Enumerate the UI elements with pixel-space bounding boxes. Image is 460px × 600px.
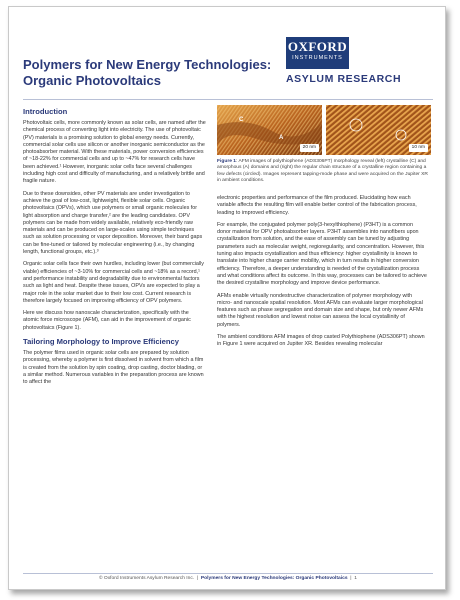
page-title: Polymers for New Energy Technologies: Organic Photovoltaics <box>23 57 272 88</box>
afm-image-crystalline-amorphous <box>217 105 322 155</box>
footer-page-number: 1 <box>354 576 358 581</box>
section-heading-morphology: Tailoring Morphology to Improve Efficiency <box>23 337 179 347</box>
figure-caption-label: Figure 1 <box>217 159 237 164</box>
asylum-research-label: ASYLUM RESEARCH <box>286 73 402 85</box>
paragraph: Organic solar cells face their own hurdles, including lower (but commercially viable) efficiencies of ~3-10% for commercial cells and ~18% as a record,¹ and performance instability and degradability due to environmental factors such as light and heat. Despite these issues, OPVs are expected to play a major role in the solar market due to their low cost. Current research is therefore largely focused on improving efficiency of OPV polymers. <box>23 261 204 304</box>
afm-image-chain-structure <box>326 105 431 155</box>
paragraph: Here we discuss how nanoscale characterization, specifically with the atomic force microscope (AFM), can aid in the improvement of organic photovoltaics (Figure 1). <box>23 310 191 331</box>
paragraph: electronic properties and performance of the film produced. Elucidating how each variable affects the resulting film will enable better control of the fabrication process, leading to improved efficiency. <box>217 195 417 216</box>
scale-bar-left: 20 nm <box>300 144 319 152</box>
paragraph: Due to these downsides, other PV materials are under investigation to achieve the goal of low-cost, lightweight, flexible solar cells. Organic photovoltaics (OPVs), which use polymers or small organic molecules for light absorption and charge transfer,² are the leading candidates. OPV polymers can be made from widely available, relatively eco-friendly raw materials and can be produced on large-scales using simple techniques such as solution processing or vapor deposition. Moreover, their band gaps can be fine-tuned or tailored by molecular engineering (i.e., by changing length, functional groups, etc.).³ <box>23 190 203 256</box>
document-page <box>8 6 446 590</box>
section-heading-introduction: Introduction <box>23 107 68 116</box>
svg-text:A: A <box>279 135 284 141</box>
paragraph: AFMs enable virtually nondestructive characterization of polymer morphology with micro- and nanoscale spatial resolution. Most AFMs can evaluate larger morphological features such as phase segregation and domain size and shape, but only newer AFMs with the highest resolution and lowest noise can assess the local crystallinity of polymers. <box>217 292 424 328</box>
page-footer: © Oxford Instruments Asylum Research Inc. | Polymers for New Energy Technologies: Organic Photovoltaics | 1 <box>98 576 358 581</box>
page-curl <box>428 6 446 24</box>
figure-caption-text: : AFM images of polythiophene (ADS306PT) morphology reveal (left) crystalline (C) and amorphous (A) domains and (right) the regular chain structure of a crystalline region containing a few defects (circled). Images represent tapping-mode phase and were acquired on the Jupiter XR in ambient conditions. <box>217 159 428 184</box>
header-divider <box>23 99 433 100</box>
afm-figure <box>217 105 431 155</box>
scale-bar-right: 10 nm <box>409 144 428 152</box>
paragraph: The ambient conditions AFM images of drop casted Polythiophene (ADS306PT) shown in Figure 1 were acquired on Jupiter XR. Besides revealing molecular <box>217 334 425 348</box>
left-column <box>23 105 206 392</box>
paragraph: The polymer films used in organic solar cells are prepared by solution processing, whereby a polymer is first dissolved in solvent from which a film is created from the solution by spin coating, drop casting, doctor blading, or a similar method. Numerous variables in the preparation process are known to affect the <box>23 350 204 386</box>
logo-line1: OXFORD <box>287 39 348 54</box>
right-column <box>217 195 427 354</box>
oxford-instruments-logo <box>286 37 349 69</box>
footer-copyright: © Oxford Instruments Asylum Research Inc. <box>98 576 195 581</box>
footer-doc-title: Polymers for New Energy Technologies: Organic Photovoltaics <box>200 576 348 581</box>
footer-divider <box>23 573 433 574</box>
logo-line2: INSTRUMENTS <box>292 55 343 61</box>
paragraph: Photovoltaic cells, more commonly known as solar cells, are named after the chemical process of converting light into electricity. The use of photovoltaic (PV) materials is a promising solution to global energy needs. Currently, commercial solar cells use silicon or another inorganic semiconductor as the photoabsorber material. With these materials, power conversion efficiencies of ~18-22% for commercial cells and up to ~47% for research cells have been achieved.¹ However, inorganic solar cells face several challenges including high cost and difficulty of manufacturing, and a relatively brittle and fragile nature. <box>23 120 206 185</box>
svg-text:C: C <box>239 117 244 123</box>
paragraph: For example, the conjugated polymer poly(3-hexylthiophene) (P3HT) is a common donor material for OPV photoabsorber layers. P3HT assembles into nanofibers upon crystallization from solution, and the ease of assembly can be tuned by adjusting parameters such as molecular weight, regioregularity, and concentration. However, this tuning also impacts crystallization and thus efficiency: higher crystallinity is known to translate into higher charge carrier mobility, which in turn results in higher conversion efficiency. Therefore, a deeper understanding is needed of the crystallization process and what conditions affect its outcome. In this way, processes can be tailored to achieve the desired crystalline morphology and improve device performance. <box>217 221 427 287</box>
figure-caption <box>217 159 431 185</box>
